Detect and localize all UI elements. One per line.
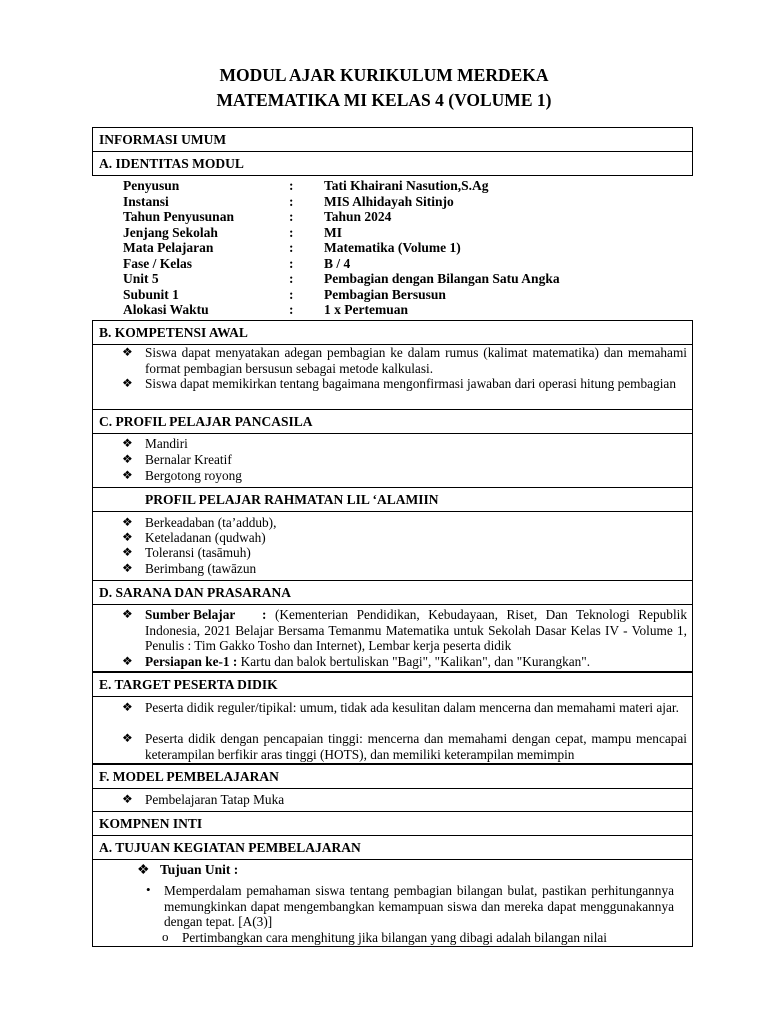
sumber-belajar-label: Sumber Belajar [145,607,236,622]
document-title-line2: MATEMATIKA MI KELAS 4 (VOLUME 1) [216,90,552,110]
target-item: Peserta didik reguler/tipikal: umum, tidak ada kesulitan dalam mencerna dan memahami materi ajar. [145,700,679,715]
identitas-label: Mata Pelajaran [123,240,214,255]
identitas-label: Tahun Penyusunan [123,209,234,224]
dot-bullet-icon: • [146,882,151,897]
identitas-value: Tati Khairani Nasution,S.Ag [324,178,489,193]
diamond-bullet-icon: ❖ [122,700,133,714]
diamond-bullet-icon: ❖ [137,863,150,878]
kompetensi-item: Siswa dapat menyatakan adegan pembagian ke dalam rumus (kalimat matematika) dan memahami format pembagian bersusun sebagai metode kalkulasi. [145,345,687,376]
tujuan-header [92,835,693,860]
profil-pancasila-item: Bernalar Kreatif [145,452,232,467]
target-label: E. TARGET PESERTA DIDIK [99,677,278,692]
identitas-label: Fase / Kelas [123,255,192,271]
model-header [92,764,693,789]
profil-rahmatan-item: Berimbang (tawāzun [145,561,257,576]
identitas-colon: : [289,286,294,302]
diamond-bullet-icon: ❖ [122,654,133,668]
identitas-colon: : [289,209,294,224]
profil-pancasila-item: Mandiri [145,436,188,451]
profil-pancasila-label: C. PROFIL PELAJAR PANCASILA [99,414,313,429]
identitas-value: Tahun 2024 [324,209,392,224]
identitas-label: Unit 5 [123,271,159,286]
informasi-umum-header [92,127,693,152]
target-header [92,672,693,697]
profil-rahmatan-item: Keteladanan (qudwah) [145,530,266,545]
identitas-modul-label: A. IDENTITAS MODUL [99,156,244,171]
identitas-value: Pembagian Bersusun [324,286,446,302]
tujuan-point: Memperdalam pemahaman siswa tentang pembagian bilangan bulat, pastikan perhitungannya memungkinkan dapat mengembangkan kemampuan siswa dan mereka dapat menggunakannya dengan tepat. [A(3)] [164,883,674,929]
profil-pancasila-item: Bergotong royong [145,468,242,483]
kompetensi-item: Siswa dapat memikirkan tentang bagaimana mengonfirmasi jawaban dari operasi hitung pembagian [145,376,676,391]
tujuan-subpoint: Pertimbangkan cara menghitung jika bilangan yang dibagi adalah bilangan nilai [182,930,608,945]
diamond-bullet-icon: ❖ [122,607,133,621]
identitas-label: Subunit 1 [123,286,179,302]
profil-rahmatan-header [92,487,693,512]
identitas-label: Instansi [123,193,169,209]
identitas-label: Alokasi Waktu [123,302,209,317]
circle-bullet-icon: o [162,929,169,944]
identitas-colon: : [289,255,294,271]
diamond-bullet-icon: ❖ [122,515,133,529]
diamond-bullet-icon: ❖ [122,530,133,544]
document-title-line1: MODUL AJAR KURIKULUM MERDEKA [219,65,549,85]
profil-pancasila-header [92,409,693,434]
persiapan-text: Kartu dan balok bertuliskan "Bagi", "Kalikan", dan "Kurangkan". [240,654,591,669]
sarana-label: D. SARANA DAN PRASARANA [99,585,292,600]
identitas-value: MIS Alhidayah Sitinjo [324,193,454,209]
sarana-persiapan [145,654,687,670]
diamond-bullet-icon: ❖ [122,376,133,390]
identitas-colon: : [289,302,294,317]
informasi-umum-label: INFORMASI UMUM [99,132,227,147]
diamond-bullet-icon: ❖ [122,561,133,575]
sarana-header [92,580,693,605]
identitas-value: Pembagian dengan Bilangan Satu Angka [324,271,560,286]
identitas-colon: : [289,271,294,286]
sumber-belajar-text: (Kementerian Pendidikan, Kebudayaan, Riset, Dan Teknologi Republik Indonesia, 2021 Belajar Bersama Temanmu Matematika untuk Sekolah Dasar Kelas IV - Volume 1, Penulis : Tim Gakko Tosho dan Internet), Lembar kerja peserta didik [145,607,687,654]
diamond-bullet-icon: ❖ [122,545,133,559]
persiapan-label: Persiapan ke-1 : [145,654,238,669]
diamond-bullet-icon: ❖ [122,345,133,359]
identitas-value: B / 4 [324,255,351,271]
identitas-colon: : [289,178,294,193]
identitas-colon: : [289,240,294,255]
identitas-label: Jenjang Sekolah [123,224,218,240]
kompetensi-awal-label: B. KOMPETENSI AWAL [99,325,248,340]
diamond-bullet-icon: ❖ [122,792,133,806]
identitas-value: 1 x Pertemuan [324,302,408,317]
target-item: Peserta didik dengan pencapaian tinggi: mencerna dan memahami dengan cepat, mampu mencapai keterampilan berfikir aras tinggi (HOTS), dan memiliki keterampilan memimpin [145,731,687,762]
profil-rahmatan-item: Toleransi (tasāmuh) [145,545,251,560]
kompetensi-awal-header [92,320,693,345]
sarana-sumber-belajar [145,607,687,654]
komponen-inti-header [92,811,693,836]
identitas-colon: : [289,224,294,240]
tujuan-unit-label: Tujuan Unit : [160,862,239,877]
diamond-bullet-icon: ❖ [122,731,133,745]
profil-rahmatan-label: PROFIL PELAJAR RAHMATAN LIL ‘ALAMIIN [145,492,439,507]
identitas-colon: : [289,193,294,209]
sumber-belajar-colon: : [262,607,267,622]
model-item: Pembelajaran Tatap Muka [145,792,285,807]
identitas-modul-header [92,151,693,176]
model-label: F. MODEL PEMBELAJARAN [99,769,279,784]
profil-rahmatan-item: Berkeadaban (ta’addub), [145,515,277,530]
diamond-bullet-icon: ❖ [122,468,133,482]
identitas-label: Penyusun [123,178,180,193]
identitas-value: MI [324,224,342,240]
identitas-value: Matematika (Volume 1) [324,240,461,255]
diamond-bullet-icon: ❖ [122,452,133,466]
komponen-inti-label: KOMPNEN INTI [99,816,203,831]
diamond-bullet-icon: ❖ [122,436,133,450]
tujuan-label: A. TUJUAN KEGIATAN PEMBELAJARAN [99,840,361,855]
